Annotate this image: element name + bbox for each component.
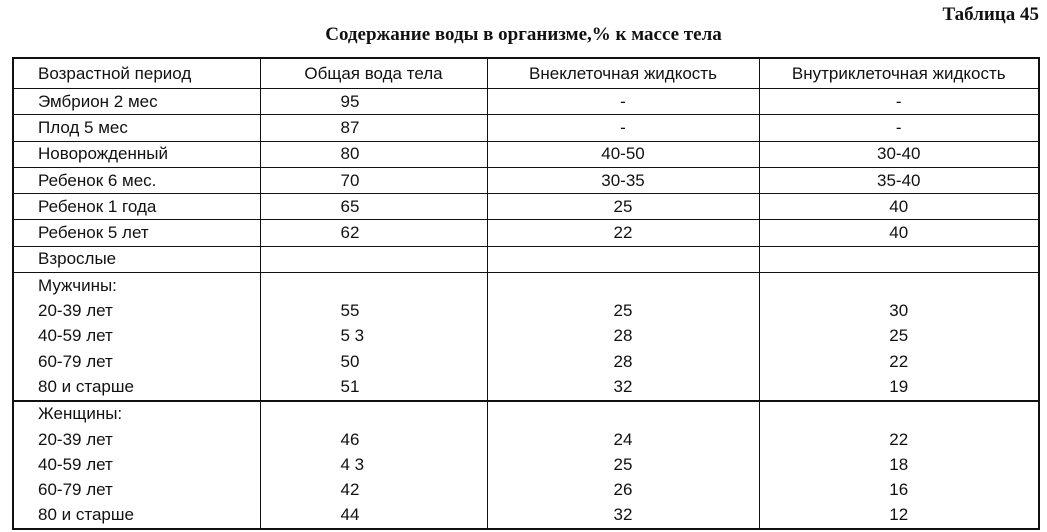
extracellular-cell: 25 (487, 298, 759, 323)
table-number: Таблица 45 (942, 4, 1039, 25)
extracellular-cell: 32 (487, 503, 759, 529)
total-water-cell: 50 (260, 349, 487, 374)
intracellular-cell: 16 (759, 477, 1039, 502)
extracellular-cell: 32 (487, 374, 759, 400)
age-period-cell: Ребенок 1 года (13, 194, 260, 220)
extracellular-cell: 25 (487, 194, 759, 220)
intracellular-cell: - (759, 89, 1039, 115)
header-age-period: Возрастной период (13, 58, 260, 89)
age-period-cell: Ребенок 6 мес. (13, 167, 260, 193)
table-caption: Содержание воды в организме,% к массе тела (325, 24, 722, 45)
age-period-cell: 80 и старше (13, 503, 260, 529)
intracellular-cell: 22 (759, 349, 1039, 374)
extracellular-cell: - (487, 89, 759, 115)
total-water-cell (260, 246, 487, 272)
header-intracellular: Внутриклеточная жидкость (759, 58, 1039, 89)
age-period-cell: 40-59 лет (13, 324, 260, 349)
total-water-cell: 62 (260, 220, 487, 246)
table-row (13, 89, 1039, 115)
water-content-table (12, 57, 1040, 530)
intracellular-cell: - (759, 115, 1039, 141)
table-row (13, 349, 1039, 374)
age-period-cell: Взрослые (13, 246, 260, 272)
intracellular-cell (759, 246, 1039, 272)
table-row (13, 298, 1039, 323)
total-water-cell: 5 3 (260, 324, 487, 349)
age-period-cell: 20-39 лет (13, 427, 260, 452)
extracellular-cell: 40-50 (487, 141, 759, 167)
extracellular-cell: 26 (487, 477, 759, 502)
total-water-cell: 46 (260, 427, 487, 452)
age-period-cell: Ребенок 5 лет (13, 220, 260, 246)
extracellular-cell: 28 (487, 349, 759, 374)
age-period-cell: Плод 5 мес (13, 115, 260, 141)
age-period-cell: Новорожденный (13, 141, 260, 167)
extracellular-cell: 22 (487, 220, 759, 246)
table-row (13, 452, 1039, 477)
total-water-cell: 55 (260, 298, 487, 323)
table-row (13, 427, 1039, 452)
total-water-cell: 42 (260, 477, 487, 502)
extracellular-cell: 25 (487, 452, 759, 477)
age-period-cell: Женщины: (13, 401, 260, 427)
age-period-cell: 80 и старше (13, 374, 260, 400)
intracellular-cell: 12 (759, 503, 1039, 529)
total-water-cell (260, 401, 487, 427)
extracellular-cell: - (487, 115, 759, 141)
age-period-cell: 60-79 лет (13, 477, 260, 502)
total-water-cell: 80 (260, 141, 487, 167)
extracellular-cell: 28 (487, 324, 759, 349)
intracellular-cell: 30-40 (759, 141, 1039, 167)
extracellular-cell (487, 401, 759, 427)
intracellular-cell: 40 (759, 194, 1039, 220)
table-row (13, 246, 1039, 272)
intracellular-cell (759, 401, 1039, 427)
table-row (13, 374, 1039, 400)
total-water-cell (260, 273, 487, 299)
total-water-cell: 4 3 (260, 452, 487, 477)
header-row (13, 58, 1039, 89)
age-period-cell: 20-39 лет (13, 298, 260, 323)
total-water-cell: 95 (260, 89, 487, 115)
table-row (13, 194, 1039, 220)
intracellular-cell: 22 (759, 427, 1039, 452)
intracellular-cell: 35-40 (759, 167, 1039, 193)
extracellular-cell: 24 (487, 427, 759, 452)
intracellular-cell: 19 (759, 374, 1039, 400)
extracellular-cell: 30-35 (487, 167, 759, 193)
table-row (13, 115, 1039, 141)
header-extracellular: Внеклеточная жидкость (487, 58, 759, 89)
extracellular-cell (487, 246, 759, 272)
intracellular-cell (759, 273, 1039, 299)
total-water-cell: 65 (260, 194, 487, 220)
table-row (13, 167, 1039, 193)
age-period-cell: 40-59 лет (13, 452, 260, 477)
header-total-water: Общая вода тела (260, 58, 487, 89)
total-water-cell: 44 (260, 503, 487, 529)
extracellular-cell (487, 273, 759, 299)
total-water-cell: 87 (260, 115, 487, 141)
intracellular-cell: 18 (759, 452, 1039, 477)
intracellular-cell: 40 (759, 220, 1039, 246)
intracellular-cell: 30 (759, 298, 1039, 323)
table-row (13, 273, 1039, 299)
table-row (13, 141, 1039, 167)
table-row (13, 220, 1039, 246)
table-row (13, 477, 1039, 502)
total-water-cell: 70 (260, 167, 487, 193)
total-water-cell: 51 (260, 374, 487, 400)
table-row (13, 401, 1039, 427)
age-period-cell: 60-79 лет (13, 349, 260, 374)
table-row (13, 324, 1039, 349)
age-period-cell: Эмбрион 2 мес (13, 89, 260, 115)
intracellular-cell: 25 (759, 324, 1039, 349)
table-row (13, 503, 1039, 529)
age-period-cell: Мужчины: (13, 273, 260, 299)
